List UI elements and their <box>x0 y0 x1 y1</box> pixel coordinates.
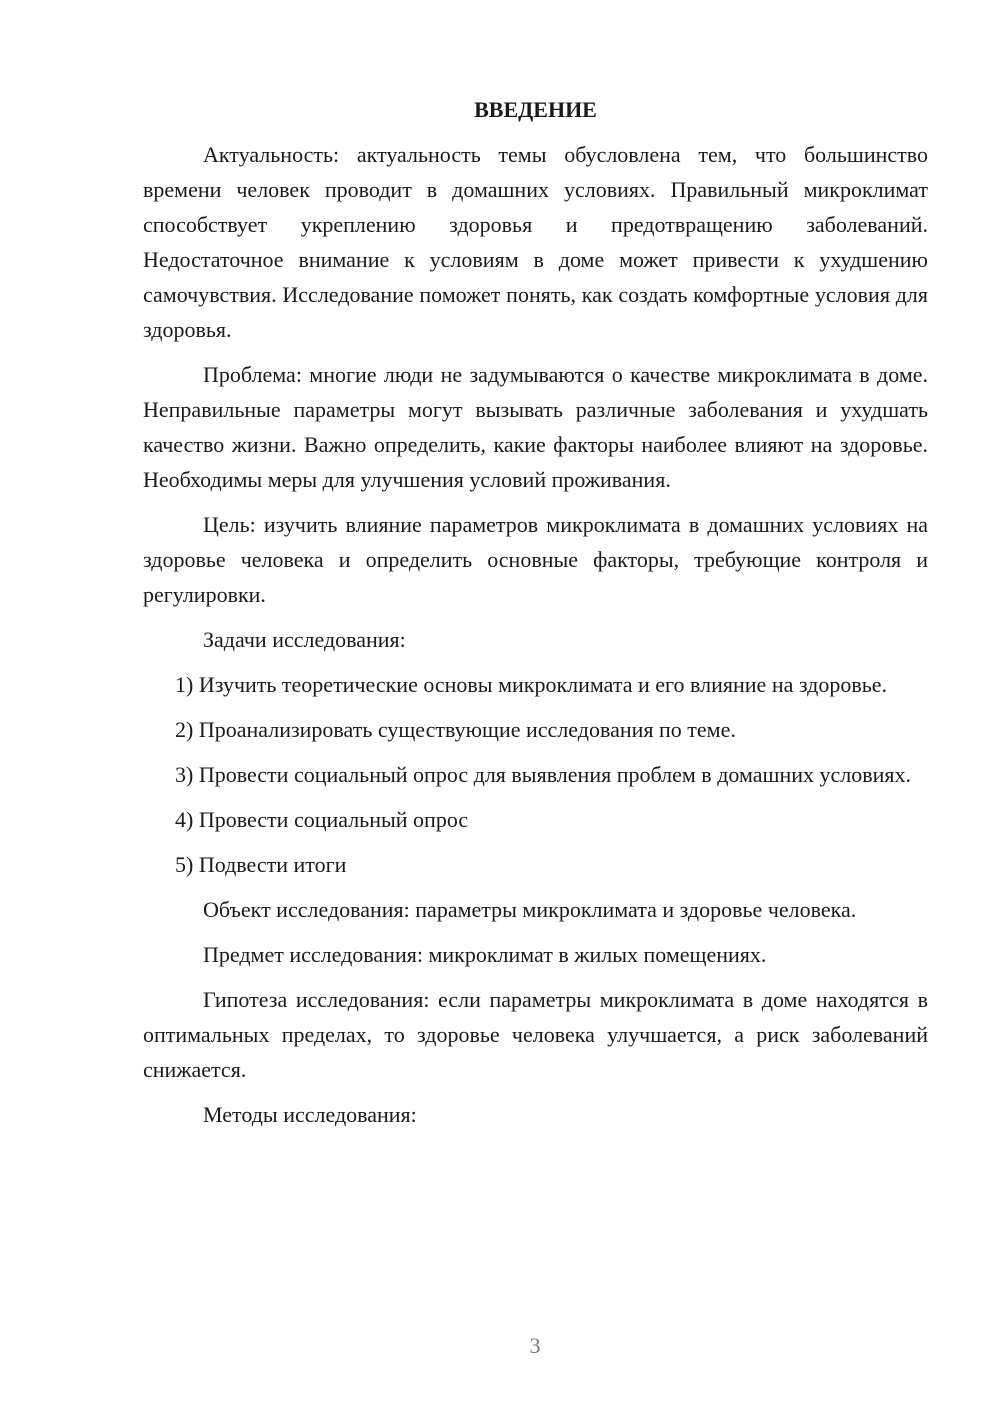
tasks-heading: Задачи исследования: <box>203 627 406 652</box>
section-title: ВВЕДЕНИЕ <box>474 97 597 122</box>
document-page <box>143 95 928 1142</box>
task-item-4: 4) Провести социальный опрос <box>175 807 469 832</box>
problem-paragraph: Проблема: многие люди не задумываются о качестве микроклимата в доме. Неправильные параметры могут вызывать различные заболевания и ухудшать качество жизни. Важно определить, какие факторы наиболее влияют на здоровье. Необходимы меры для улучшения условий проживания. <box>143 362 928 492</box>
subject-paragraph: Предмет исследования: микроклимат в жилых помещениях. <box>203 942 767 967</box>
task-item-1: 1) Изучить теоретические основы микроклимата и его влияние на здоровье. <box>175 672 888 697</box>
task-item-2: 2) Проанализировать существующие исследования по теме. <box>175 717 736 742</box>
object-paragraph: Объект исследования: параметры микроклимата и здоровье человека. <box>203 897 857 922</box>
page-number: 3 <box>529 1333 541 1358</box>
task-item-3: 3) Провести социальный опрос для выявления проблем в домашних условиях. <box>175 762 912 787</box>
task-item-5: 5) Подвести итоги <box>175 852 347 877</box>
methods-heading: Методы исследования: <box>203 1102 417 1127</box>
goal-paragraph: Цель: изучить влияние параметров микроклимата в домашних условиях на здоровье человека и определить основные факторы, требующие контроля и регулировки. <box>143 512 928 607</box>
relevance-paragraph: Актуальность: актуальность темы обусловлена тем, что большинство времени человек проводит в домашних условиях. Правильный микроклимат способствует укреплению здоровья и предотвращению заболеваний. Недостаточное внимание к условиям в доме может привести к ухудшению самочувствия. Исследование поможет понять, как создать комфортные условия для здоровья. <box>143 142 928 342</box>
hypothesis-paragraph: Гипотеза исследования: если параметры микроклимата в доме находятся в оптимальных пределах, то здоровье человека улучшается, а риск заболеваний снижается. <box>143 987 928 1082</box>
